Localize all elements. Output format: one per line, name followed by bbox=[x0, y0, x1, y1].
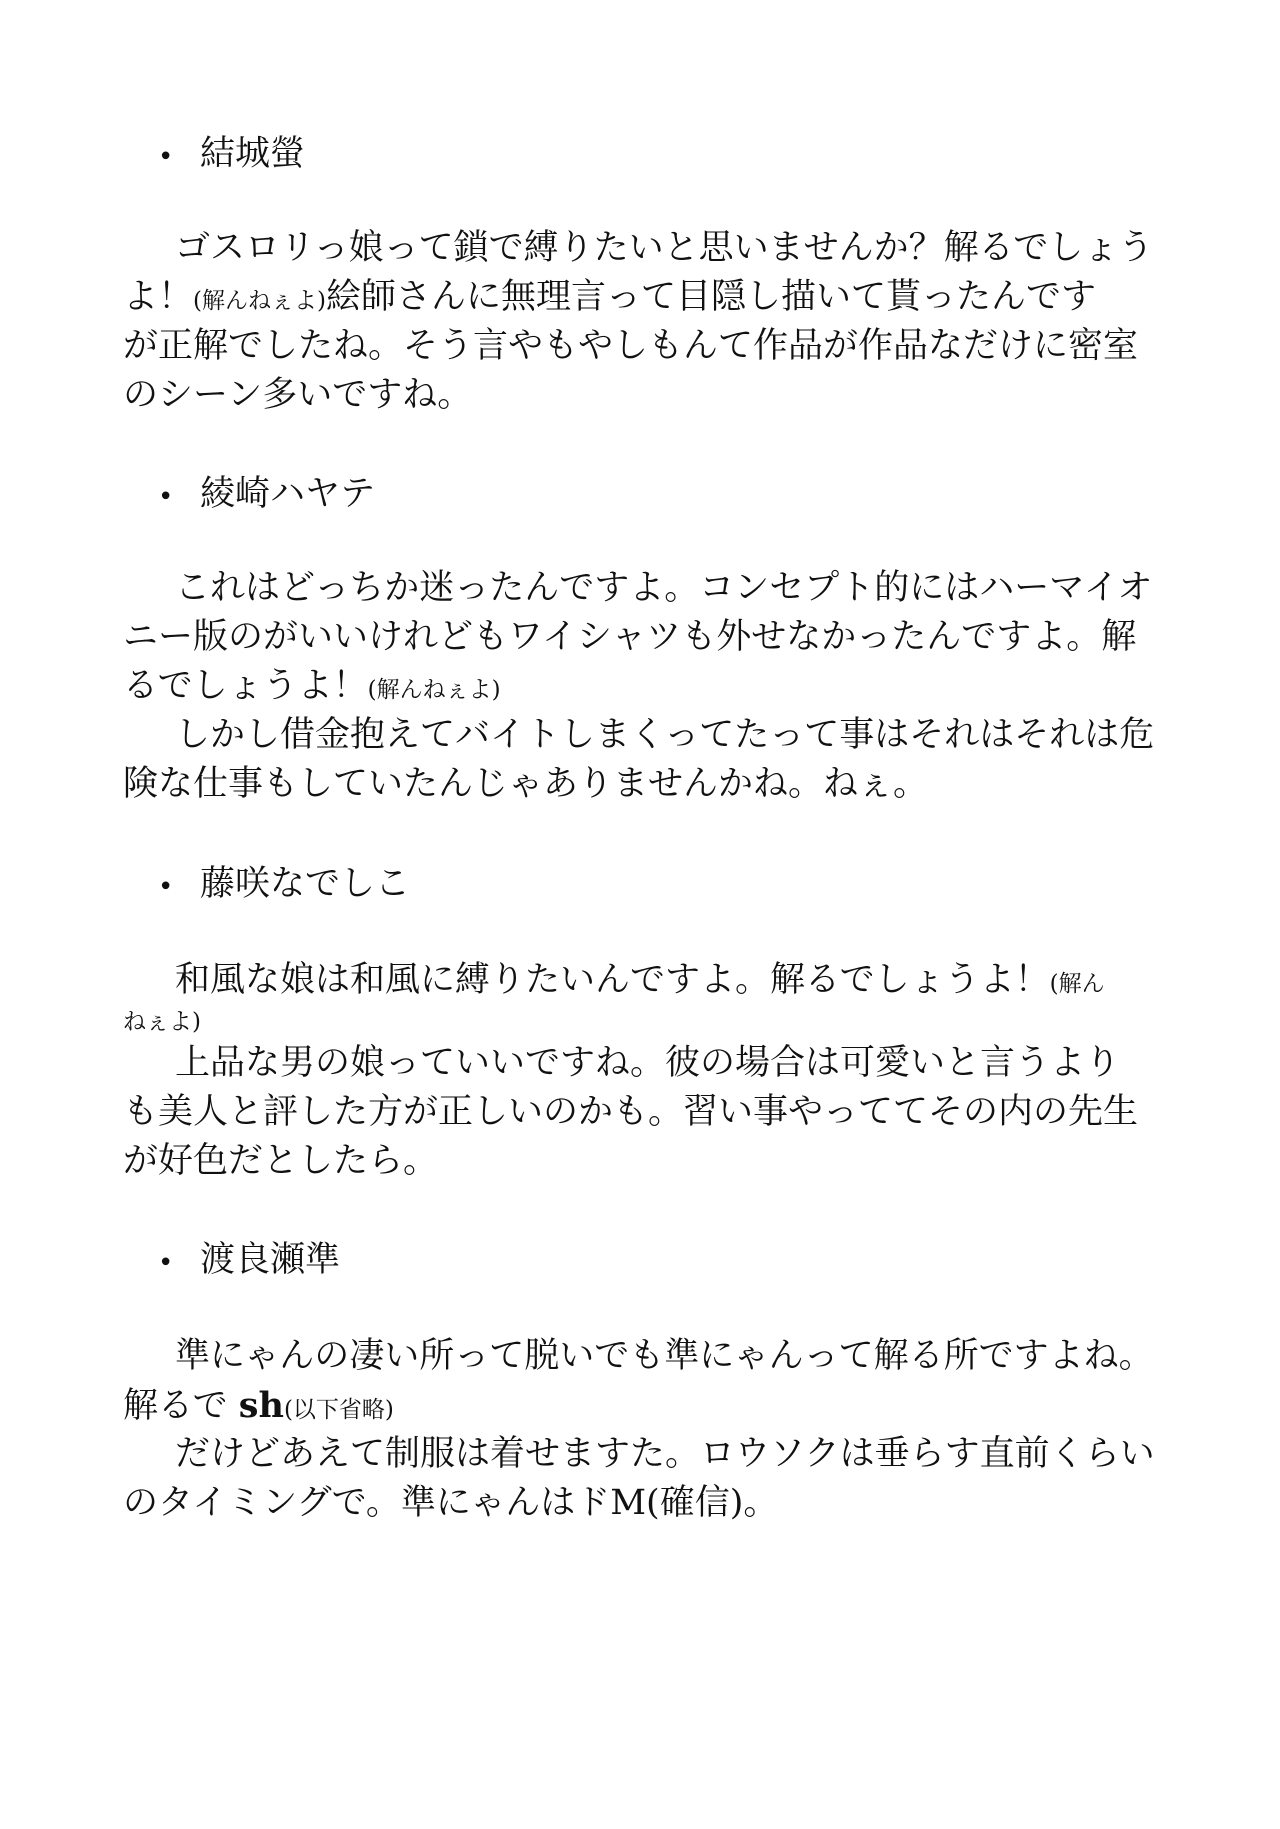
section-body bbox=[123, 564, 1163, 809]
aside-text: (解んねぇよ) bbox=[193, 288, 326, 314]
body-line: が好色だとしたら。 bbox=[123, 1141, 439, 1181]
body-line: るでしょうよ！(解んねぇよ) bbox=[123, 666, 501, 706]
body-line: 和風な娘は和風に縛りたいんですよ。解るでしょうよ！(解ん bbox=[175, 960, 1105, 1000]
body-line: ゴスロリっ娘って鎖で縛りたいと思いませんか？解るでしょう bbox=[175, 228, 1154, 268]
aside-text: (以下省略) bbox=[283, 1397, 394, 1423]
section-body bbox=[123, 1332, 1163, 1528]
body-line: これはどっちか迷ったんですよ。コンセプト的にはハーマイオ bbox=[175, 568, 1153, 608]
body-line: 解るで sh(以下省略) bbox=[123, 1385, 394, 1426]
body-line: よ！(解んねぇよ)絵師さんに無理言って目隠し描いて貰ったんです bbox=[123, 277, 1096, 317]
body-line: も美人と評した方が正しいのかも。習い事やっててその内の先生 bbox=[123, 1092, 1139, 1132]
bold-text: sh bbox=[238, 1385, 284, 1426]
aside-text: (解ん bbox=[1049, 971, 1105, 997]
section-heading bbox=[158, 1238, 340, 1285]
body-line: が正解でしたね。そう言やもやしもんて作品が作品なだけに密室 bbox=[123, 326, 1139, 366]
body-line: ねぇよ) bbox=[123, 1009, 201, 1035]
section-heading bbox=[158, 132, 305, 179]
body-line: のタイミングで。準にゃんはドM(確信)。 bbox=[123, 1483, 779, 1523]
body-line: 険な仕事もしていたんじゃありませんかね。ねぇ。 bbox=[123, 764, 929, 804]
body-line: 準にゃんの凄い所って脱いでも準にゃんって解る所ですよね。 bbox=[175, 1336, 1154, 1376]
section-heading bbox=[158, 862, 410, 909]
aside-text: (解んねぇよ) bbox=[367, 677, 501, 703]
body-line: 上品な男の娘っていいですね。彼の場合は可愛いと言うより bbox=[175, 1043, 1121, 1083]
bullet-icon: • bbox=[158, 142, 174, 172]
section-heading bbox=[158, 472, 375, 519]
heading-text: 藤咲なでしこ bbox=[200, 864, 411, 904]
bullet-icon: • bbox=[158, 482, 174, 512]
section-body bbox=[123, 224, 1163, 420]
body-line: しかし借金抱えてバイトしまくってたって事はそれはそれは危 bbox=[175, 715, 1155, 755]
section-body bbox=[123, 956, 1163, 1186]
heading-text: 結城螢 bbox=[200, 134, 306, 174]
body-line: だけどあえて制服は着せますた。ロウソクは垂らす直前くらい bbox=[175, 1434, 1155, 1474]
bullet-icon: • bbox=[158, 872, 174, 902]
heading-text: 綾崎ハヤテ bbox=[200, 474, 376, 514]
heading-text: 渡良瀬準 bbox=[200, 1240, 341, 1280]
bullet-icon: • bbox=[158, 1248, 174, 1278]
body-line: のシーン多いですね。 bbox=[123, 375, 473, 415]
body-line: ニー版のがいいけれどもワイシャツも外せなかったんですよ。解 bbox=[123, 617, 1137, 657]
